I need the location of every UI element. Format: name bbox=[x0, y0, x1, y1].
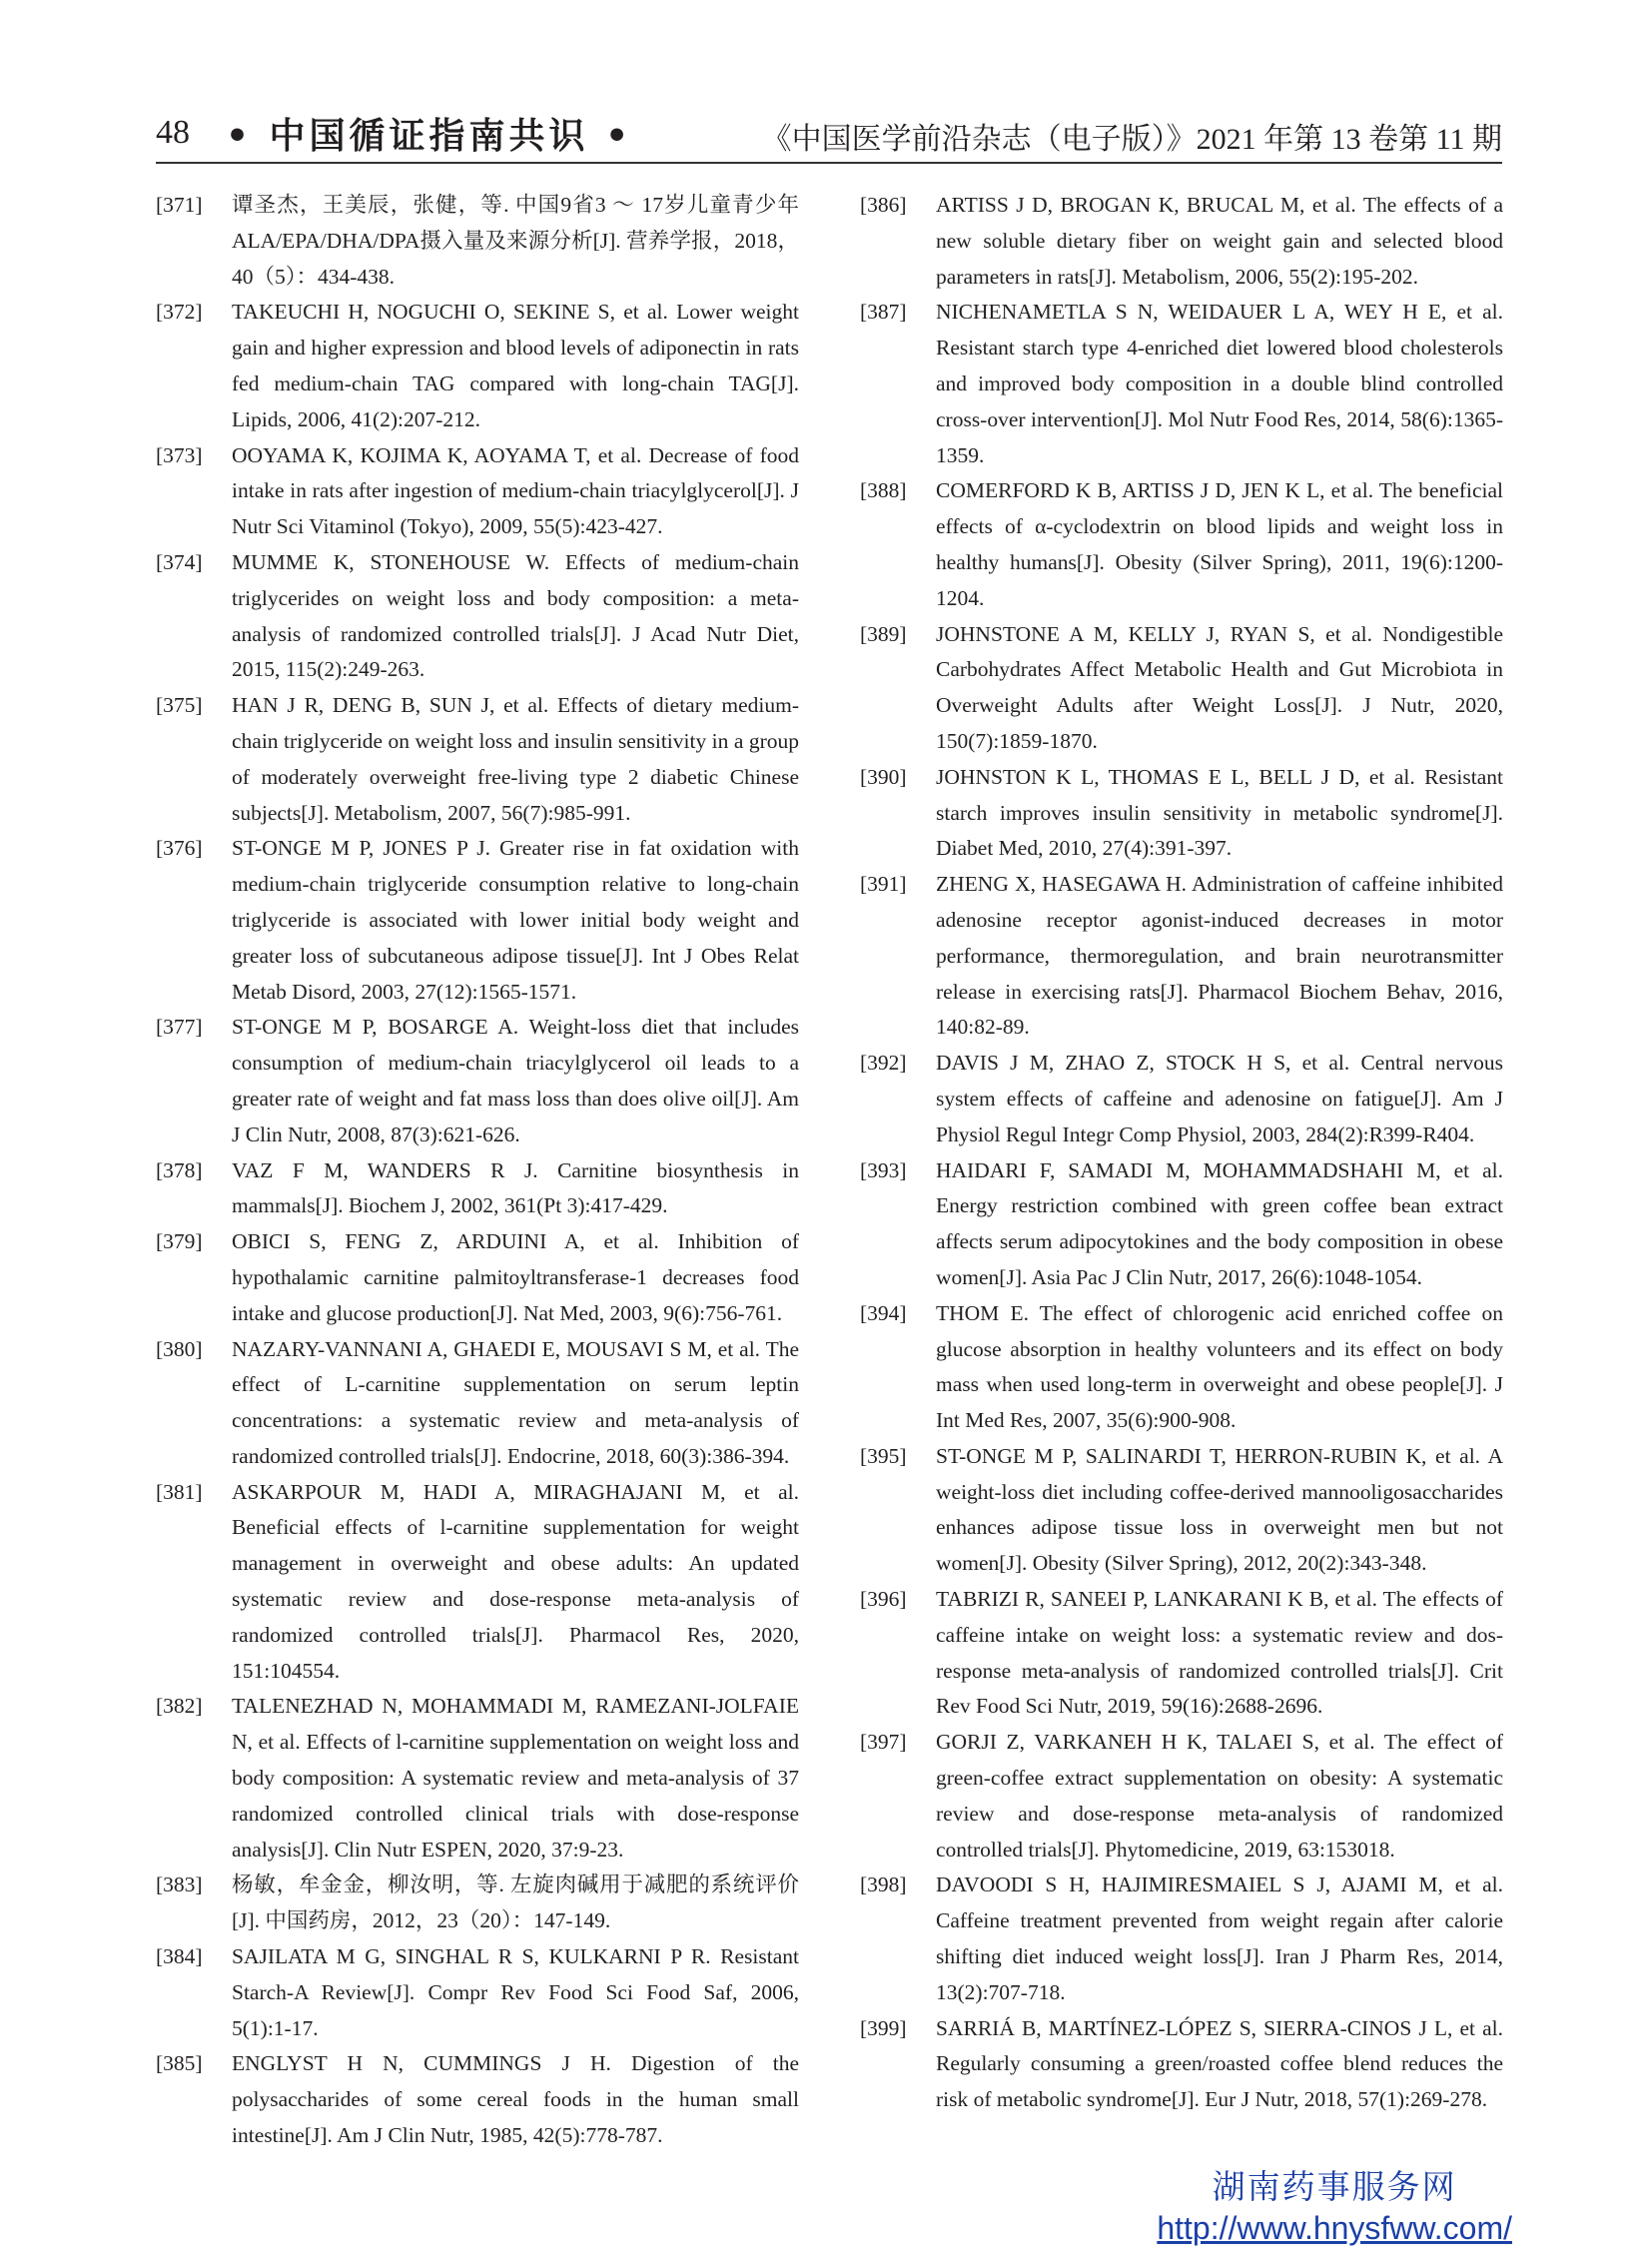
reference-number: [389] bbox=[860, 621, 907, 646]
reference-text: MUMME K, STONEHOUSE W. Effects of medium-chain triglycerides on weight loss and body composition: a meta-analysis of randomized controlled trials[J]. J Acad Nutr Diet, 2015, 115(2):249-263. bbox=[232, 549, 799, 682]
reference-entry bbox=[156, 1689, 799, 1868]
reference-entry bbox=[156, 1939, 799, 2046]
reference-number: [373] bbox=[156, 442, 203, 467]
reference-column-left bbox=[156, 188, 799, 2154]
reference-entry bbox=[156, 831, 799, 1010]
reference-entry bbox=[860, 2011, 1503, 2118]
reference-entry bbox=[156, 545, 799, 688]
reference-entry bbox=[156, 295, 799, 437]
reference-text: SAJILATA M G, SINGHAL R S, KULKARNI P R. Resistant Starch-A Review[J]. Compr Rev Food Sci Food Saf, 2006, 5(1):1-17. bbox=[232, 1944, 799, 2040]
reference-text: THOM E. The effect of chlorogenic acid enriched coffee on glucose absorption in healthy volunteers and its effect on body mass when used long-term in overweight and obese people[J]. J Int Med Res, 2007, 35(6):900-908. bbox=[936, 1300, 1503, 1433]
reference-entry bbox=[860, 617, 1503, 760]
section-title: • 中国循证指南共识 • bbox=[226, 116, 633, 157]
reference-text: TAKEUCHI H, NOGUCHI O, SEKINE S, et al. Lower weight gain and higher expression and blood levels of adiponectin in rats fed medium-chain TAG compared with long-chain TAG[J]. Lipids, 2006, 41(2):207-212. bbox=[232, 300, 799, 431]
reference-number: [385] bbox=[156, 2051, 203, 2076]
reference-text: ARTISS J D, BROGAN K, BRUCAL M, et al. The effects of a new soluble dietary fiber on weight gain and selected blood parameters in rats[J]. Metabolism, 2006, 55(2):195-202. bbox=[936, 193, 1503, 289]
journal-info: 《中国医学前沿杂志（电子版）》2021 年第 13 卷第 11 期 bbox=[761, 123, 1502, 156]
reference-number: [384] bbox=[156, 1944, 203, 1969]
reference-text: ZHENG X, HASEGAWA H. Administration of caffeine inhibited adenosine receptor agonist-induced decreases in motor performance, thermoregulation, and brain neurotransmitter release in exercising rats[J]. Pharmacol Biochem Behav, 2016, 140:82-89. bbox=[936, 872, 1503, 1040]
reference-text: 杨敏，牟金金，柳汝明，等. 左旋肉碱用于减肥的系统评价[J]. 中国药房，2012，23（20）：147-149. bbox=[232, 1872, 799, 1933]
reference-number: [394] bbox=[860, 1300, 907, 1325]
reference-entry bbox=[860, 1296, 1503, 1439]
reference-entry bbox=[860, 1725, 1503, 1868]
reference-entry bbox=[860, 295, 1503, 473]
reference-number: [372] bbox=[156, 300, 203, 325]
reference-number: [391] bbox=[860, 872, 907, 897]
reference-text: DAVOODI S H, HAJIMIRESMAIEL S J, AJAMI M, et al. Caffeine treatment prevented from weight regain after calorie shifting diet induced weight loss[J]. Iran J Pharm Res, 2014, 13(2):707-718. bbox=[936, 1872, 1503, 2004]
reference-text: ASKARPOUR M, HADI A, MIRAGHAJANI M, et al. Beneficial effects of l-carnitine supplementation for weight management in overweight and obese adults: An updated systematic review and dose-response meta-analysis of randomized controlled trials[J]. Pharmacol Res, 2020, 151:104554. bbox=[232, 1479, 799, 1683]
reference-number: [374] bbox=[156, 549, 203, 574]
reference-entry bbox=[156, 188, 799, 295]
reference-entry bbox=[156, 1332, 799, 1475]
reference-number: [381] bbox=[156, 1479, 203, 1504]
reference-column-right bbox=[860, 188, 1503, 2118]
reference-entry bbox=[860, 188, 1503, 295]
reference-entry bbox=[860, 1582, 1503, 1725]
reference-number: [395] bbox=[860, 1443, 907, 1468]
watermark-url[interactable]: http://www.hnysfww.com/ bbox=[1157, 2210, 1512, 2246]
reference-text: NAZARY-VANNANI A, GHAEDI E, MOUSAVI S M, et al. The effect of L-carnitine supplementation on serum leptin concentrations: a systematic review and meta-analysis of randomized controlled trials[J]. Endocrine, 2018, 60(3):386-394. bbox=[232, 1336, 799, 1468]
reference-entry bbox=[860, 1439, 1503, 1582]
reference-text: ST-ONGE M P, SALINARDI T, HERRON-RUBIN K, et al. A weight-loss diet including coffee-derived mannooligosaccharides enhances adipose tissue loss in overweight men but not women[J]. Obesity (Silver Spring), 2012, 20(2):343-348. bbox=[936, 1443, 1503, 1576]
reference-number: [387] bbox=[860, 300, 907, 325]
reference-number: [378] bbox=[156, 1157, 203, 1182]
reference-number: [377] bbox=[156, 1015, 203, 1040]
header-rule bbox=[156, 162, 1502, 164]
reference-entry bbox=[156, 1010, 799, 1152]
reference-entry bbox=[156, 2046, 799, 2153]
reference-text: VAZ F M, WANDERS R J. Carnitine biosynthesis in mammals[J]. Biochem J, 2002, 361(Pt 3):417-429. bbox=[232, 1157, 799, 1218]
reference-number: [390] bbox=[860, 764, 907, 789]
page-header bbox=[156, 108, 1502, 164]
reference-text: JOHNSTON K L, THOMAS E L, BELL J D, et al. Resistant starch improves insulin sensitivity in metabolic syndrome[J]. Diabet Med, 2010, 27(4):391-397. bbox=[936, 764, 1503, 861]
reference-number: [382] bbox=[156, 1694, 203, 1719]
reference-number: [393] bbox=[860, 1157, 907, 1182]
reference-number: [376] bbox=[156, 836, 203, 861]
reference-entry bbox=[860, 1046, 1503, 1152]
reference-text: TALENEZHAD N, MOHAMMADI M, RAMEZANI-JOLFAIE N, et al. Effects of l-carnitine supplementation on weight loss and body composition: A systematic review and meta-analysis of 37 randomized controlled clinical trials with dose-response analysis[J]. Clin Nutr ESPEN, 2020, 37:9-23. bbox=[232, 1694, 799, 1862]
reference-entry bbox=[860, 473, 1503, 616]
reference-number: [383] bbox=[156, 1872, 203, 1897]
reference-text: ST-ONGE M P, BOSARGE A. Weight-loss diet that includes consumption of medium-chain triacylglycerol oil leads to a greater rate of weight and fat mass loss than does olive oil[J]. Am J Clin Nutr, 2008, 87(3):621-626. bbox=[232, 1015, 799, 1146]
reference-text: OOYAMA K, KOJIMA K, AOYAMA T, et al. Decrease of food intake in rats after ingestion of medium-chain triacylglycerol[J]. J Nutr Sci Vitaminol (Tokyo), 2009, 55(5):423-427. bbox=[232, 442, 799, 539]
reference-entry bbox=[156, 1153, 799, 1225]
reference-text: GORJI Z, VARKANEH H K, TALAEI S, et al. The effect of green-coffee extract supplementation on obesity: A systematic review and dose-response meta-analysis of randomized controlled trials[J]. Phytomedicine, 2019, 63:153018. bbox=[936, 1730, 1503, 1862]
reference-text: ENGLYST H N, CUMMINGS J H. Digestion of the polysaccharides of some cereal foods in the human small intestine[J]. Am J Clin Nutr, 1985, 42(5):778-787. bbox=[232, 2051, 799, 2148]
reference-number: [397] bbox=[860, 1730, 907, 1755]
reference-text: TABRIZI R, SANEEI P, LANKARANI K B, et al. The effects of caffeine intake on weight loss: a systematic review and dos-response meta-analysis of randomized controlled trials[J]. Crit Rev Food Sci Nutr, 2019, 59(16):2688-2696. bbox=[936, 1587, 1503, 1719]
reference-number: [386] bbox=[860, 193, 907, 217]
reference-entry bbox=[156, 1868, 799, 1939]
reference-text: NICHENAMETLA S N, WEIDAUER L A, WEY H E, et al. Resistant starch type 4-enriched diet lowered blood cholesterols and improved body composition in a double blind controlled cross-over intervention[J]. Mol Nutr Food Res, 2014, 58(6):1365-1359. bbox=[936, 300, 1503, 467]
reference-number: [388] bbox=[860, 478, 907, 503]
reference-text: JOHNSTONE A M, KELLY J, RYAN S, et al. Nondigestible Carbohydrates Affect Metabolic Health and Gut Microbiota in Overweight Adults after Weight Loss[J]. J Nutr, 2020, 150(7):1859-1870. bbox=[936, 621, 1503, 753]
reference-number: [396] bbox=[860, 1587, 907, 1612]
reference-number: [375] bbox=[156, 693, 203, 718]
reference-entry bbox=[156, 688, 799, 831]
reference-number: [380] bbox=[156, 1336, 203, 1361]
page-number: 48 bbox=[156, 114, 190, 151]
reference-text: 谭圣杰，王美辰，张健，等. 中国9省3 ～ 17岁儿童青少年ALA/EPA/DHA/DPA摄入量及来源分析[J]. 营养学报，2018，40（5）：434-438. bbox=[232, 193, 799, 289]
reference-number: [392] bbox=[860, 1051, 907, 1076]
watermark-name: 湖南药事服务网 bbox=[1212, 2167, 1457, 2206]
reference-text: HAIDARI F, SAMADI M, MOHAMMADSHAHI M, et al. Energy restriction combined with green coffee bean extract affects serum adipocytokines and the body composition in obese women[J]. Asia Pac J Clin Nutr, 2017, 26(6):1048-1054. bbox=[936, 1157, 1503, 1289]
reference-entry bbox=[156, 438, 799, 545]
reference-entry bbox=[860, 1153, 1503, 1296]
reference-number: [399] bbox=[860, 2015, 907, 2040]
reference-text: SARRIÁ B, MARTÍNEZ-LÓPEZ S, SIERRA-CINOS J L, et al. Regularly consuming a green/roasted coffee blend reduces the risk of metabolic syndrome[J]. Eur J Nutr, 2018, 57(1):269-278. bbox=[936, 2015, 1503, 2112]
reference-entry bbox=[860, 1868, 1503, 2010]
reference-text: COMERFORD K B, ARTISS J D, JEN K L, et al. The beneficial effects of α-cyclodextrin on blood lipids and weight loss in healthy humans[J]. Obesity (Silver Spring), 2011, 19(6):1200-1204. bbox=[936, 478, 1503, 610]
reference-number: [379] bbox=[156, 1229, 203, 1254]
reference-entry bbox=[156, 1224, 799, 1331]
reference-number: [398] bbox=[860, 1872, 907, 1897]
reference-text: HAN J R, DENG B, SUN J, et al. Effects of dietary medium-chain triglyceride on weight loss and insulin sensitivity in a group of moderately overweight free-living type 2 diabetic Chinese subjects[J]. Metabolism, 2007, 56(7):985-991. bbox=[232, 693, 799, 825]
reference-text: ST-ONGE M P, JONES P J. Greater rise in fat oxidation with medium-chain triglyceride consumption relative to long-chain triglyceride is associated with lower initial body weight and greater loss of subcutaneous adipose tissue[J]. Int J Obes Relat Metab Disord, 2003, 27(12):1565-1571. bbox=[232, 836, 799, 1004]
reference-entry bbox=[860, 867, 1503, 1046]
reference-entry bbox=[860, 760, 1503, 867]
reference-entry bbox=[156, 1475, 799, 1690]
watermark bbox=[1157, 2161, 1512, 2247]
reference-number: [371] bbox=[156, 193, 203, 217]
reference-text: OBICI S, FENG Z, ARDUINI A, et al. Inhibition of hypothalamic carnitine palmitoyltransferase-1 decreases food intake and glucose production[J]. Nat Med, 2003, 9(6):756-761. bbox=[232, 1229, 799, 1325]
reference-text: DAVIS J M, ZHAO Z, STOCK H S, et al. Central nervous system effects of caffeine and adenosine on fatigue[J]. Am J Physiol Regul Integr Comp Physiol, 2003, 284(2):R399-R404. bbox=[936, 1051, 1503, 1146]
